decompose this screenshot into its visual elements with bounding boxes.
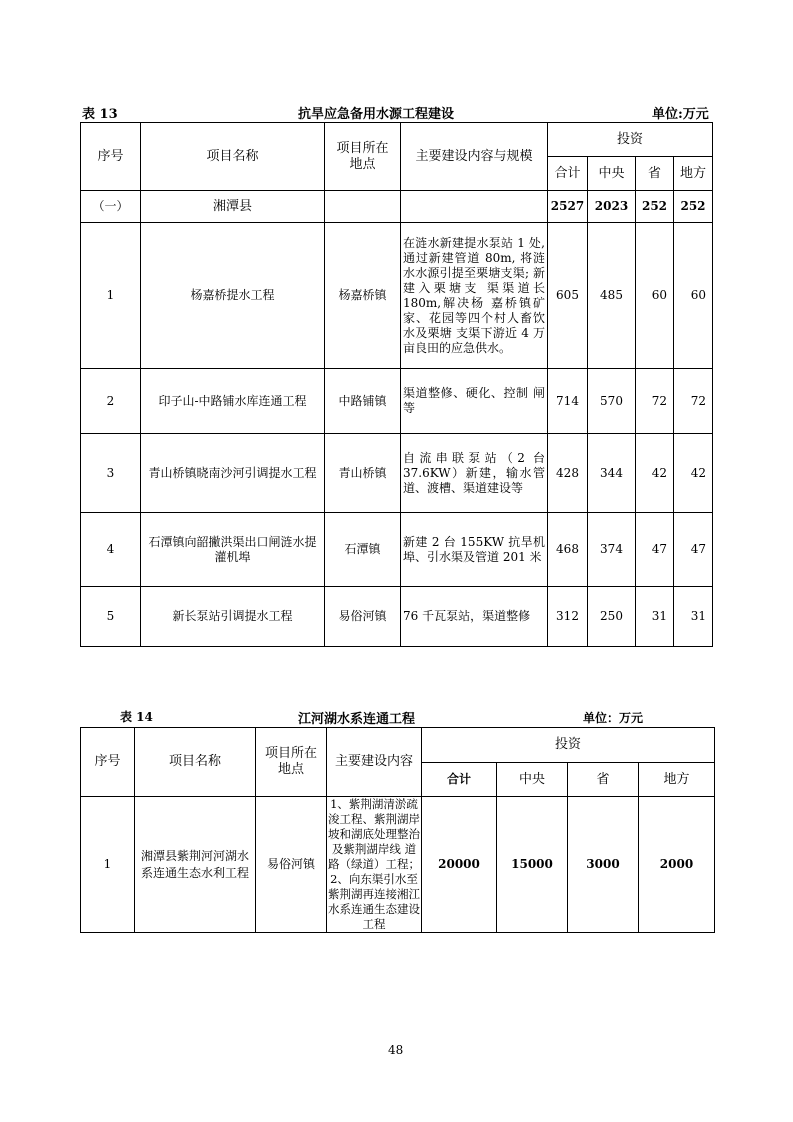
row-central: 485 [588,223,636,369]
row-seq: 3 [81,434,141,513]
row-seq: 2 [81,369,141,434]
table-row [81,434,713,513]
table13-unit: 单位:万元 [652,107,709,122]
row-name: 石潭镇向韶撇洪渠出口闸涟水提灌机埠 [141,513,325,587]
county-local: 252 [674,191,713,223]
row-local: 31 [674,587,713,647]
header-total: 合计 [422,763,497,797]
county-total: 2527 [548,191,588,223]
row-province: 60 [636,223,674,369]
header-province: 省 [636,157,674,191]
row-central: 250 [588,587,636,647]
table14 [80,727,715,933]
row-central: 344 [588,434,636,513]
row-local: 42 [674,434,713,513]
table-row [81,369,713,434]
row-total: 428 [548,434,588,513]
header-local: 地方 [639,763,715,797]
header-name: 项目名称 [141,123,325,191]
row-central: 374 [588,513,636,587]
table-row [81,797,715,933]
row-local: 60 [674,223,713,369]
row-name: 新长泵站引调提水工程 [141,587,325,647]
header-central: 中央 [497,763,568,797]
county-province: 252 [636,191,674,223]
page-number: 48 [388,1043,404,1057]
row-seq: 1 [81,797,135,933]
row-location: 易俗河镇 [325,587,401,647]
header-total: 合计 [548,157,588,191]
table13 [80,122,713,647]
row-central: 570 [588,369,636,434]
row-location: 中路铺镇 [325,369,401,434]
row-province: 42 [636,434,674,513]
row-province: 3000 [568,797,639,933]
row-local: 72 [674,369,713,434]
header-investment: 投资 [548,123,713,157]
row-name: 湘潭县紫荆河河湖水系连通生态水利工程 [135,797,256,933]
row-content: 新建 2 台 155KW 抗旱机埠、引水渠及管道 201 米 [401,513,548,587]
row-province: 31 [636,587,674,647]
row-content: 在涟水新建提水泵站 1 处, 通过新建管道 80m, 将涟水水源引提至栗塘支渠; 新建入栗塘支 渠渠道长 180m,解决杨 嘉桥镇矿家、花园等四个村人畜饮水及栗塘 支渠下游近 4 万亩良田的应急供水。 [401,223,548,369]
row-location: 石潭镇 [325,513,401,587]
county-seq: （一） [81,191,141,223]
row-total: 20000 [422,797,497,933]
row-local: 47 [674,513,713,587]
row-local: 2000 [639,797,715,933]
row-content: 渠道整修、硬化、控制 闸等 [401,369,548,434]
header-seq: 序号 [81,123,141,191]
header-investment: 投资 [422,728,715,763]
row-seq: 5 [81,587,141,647]
row-content: 76 千瓦泵站，渠道整修 [401,587,548,647]
row-name: 杨嘉桥提水工程 [141,223,325,369]
row-name: 青山桥镇晓南沙河引调提水工程 [141,434,325,513]
header-name: 项目名称 [135,728,256,797]
county-name: 湘潭县 [141,191,325,223]
header-local: 地方 [674,157,713,191]
row-seq: 4 [81,513,141,587]
header-seq: 序号 [81,728,135,797]
table-row [81,587,713,647]
header-province: 省 [568,763,639,797]
table-row [81,223,713,369]
row-seq: 1 [81,223,141,369]
row-content: 1、紫荆湖清淤疏浚工程、紫荆湖岸坡和湖底处理整治及紫荆湖岸线 道路（绿道）工程；2、向东渠引水至紫荆湖再连接湘江水系连通生态建设工程 [328,797,420,931]
row-province: 47 [636,513,674,587]
header-content: 主要建设内容与规模 [401,123,548,191]
row-location: 易俗河镇 [256,797,327,933]
header-location: 项目所在地点 [256,728,327,797]
row-location: 青山桥镇 [325,434,401,513]
table14-title: 江河湖水系连通工程 [298,712,416,727]
row-central: 15000 [497,797,568,933]
row-total: 714 [548,369,588,434]
empty-cell [401,191,548,223]
row-name: 印子山-中路铺水库连通工程 [141,369,325,434]
empty-cell [325,191,401,223]
row-content: 自流串联泵站（2 台 37.6KW）新建，输水管 道、渡槽、渠道建设等 [401,434,548,513]
row-location: 杨嘉桥镇 [325,223,401,369]
row-total: 312 [548,587,588,647]
table-row [81,513,713,587]
table-row-county [81,191,713,223]
header-central: 中央 [588,157,636,191]
table13-title: 抗旱应急备用水源工程建设 [298,107,455,122]
county-central: 2023 [588,191,636,223]
row-total: 468 [548,513,588,587]
table13-label: 表 13 [82,107,118,122]
header-location: 项目所在地点 [325,123,401,191]
row-province: 72 [636,369,674,434]
header-content: 主要建设内容 [327,728,422,797]
table14-unit: 单位：万元 [583,711,644,725]
row-total: 605 [548,223,588,369]
table14-label: 表 14 [120,710,153,724]
